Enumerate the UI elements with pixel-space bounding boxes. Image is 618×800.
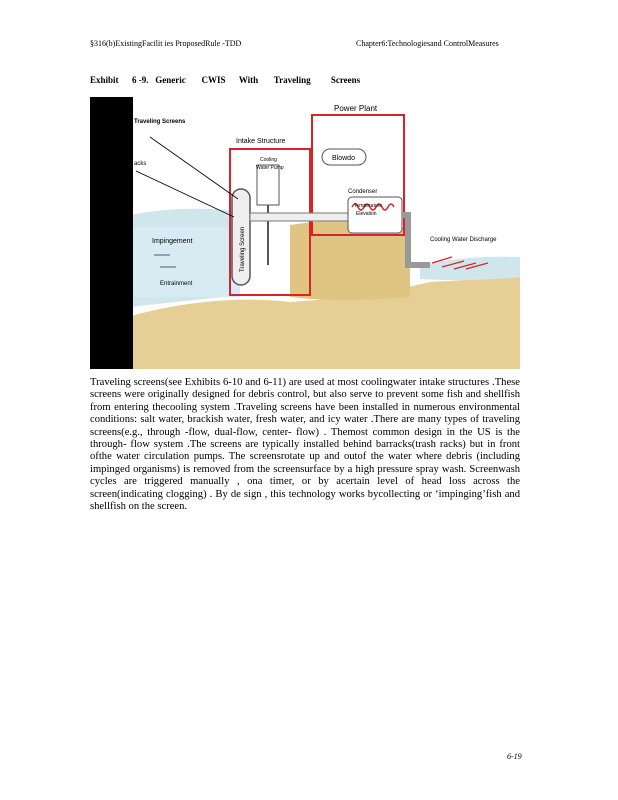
header-right: Chapter6:Technologiesand ControlMeasures xyxy=(356,39,499,48)
label-intake-structure: Intake Structure xyxy=(236,138,286,145)
label-traveling-screens: Traveling Screens xyxy=(134,119,186,125)
label-screen-vertical: Traveling Screen xyxy=(240,226,246,272)
label-entrainment: Entrainment xyxy=(160,281,193,287)
label-temperature: Temperature xyxy=(354,203,383,209)
label-power-plant: Power Plant xyxy=(334,104,378,113)
label-impingement: Impingement xyxy=(152,238,193,245)
cwis-diagram xyxy=(90,97,520,369)
black-bar xyxy=(90,97,133,369)
label-racks: acks xyxy=(134,161,147,167)
body-paragraph: Traveling screens(see Exhibits 6-10 and 6-11) are used at most coolingwater intake structures .These screens were originally designed for debris control, but also serve to prevent some fish and shellfish from entering thecooling system .Traveling screens have been installed in numerous environmental conditions: salt water, brackish water, fresh water, and icy water .There are many types of traveling screens(e.g., through -flow, dual-flow, center- flow) . Themost common design in the US is the through- flow system .The screens are typically installed behind barracks(trash racks) but in front ofthe water circulation pumps. The screensrotate up and outof the water where debris (including impinged organisms) is removed from the screensurface by a high pressure spray wash. Screenwash cycles are triggered manually , ona timer, or by acertain level of head loss across the screen(indicating clogging) . By de sign , this technology works bycollecting or ‘impinging’fish and shellfish on the screen. xyxy=(90,377,520,513)
page-number: 6-19 xyxy=(507,752,522,761)
intake-pipe xyxy=(250,213,356,221)
pump-body xyxy=(257,165,279,205)
label-condenser: Condenser xyxy=(348,189,378,195)
label-cooling-water-pump-2: Water Pump xyxy=(256,165,284,171)
header-left: §316(b)ExistingFacilit ies ProposedRule -TDD xyxy=(90,39,242,48)
label-cooling-water-pump-1: Cooling xyxy=(260,157,277,163)
label-blowdown: Blowdo xyxy=(332,155,355,162)
label-elevation: Elevation xyxy=(356,211,377,217)
cwis-figure xyxy=(90,97,520,369)
exhibit-caption: Exhibit 6 -9. Generic CWIS With Traveling Screens xyxy=(90,75,361,85)
label-cooling-water-discharge: Cooling Water Discharge xyxy=(430,237,497,243)
